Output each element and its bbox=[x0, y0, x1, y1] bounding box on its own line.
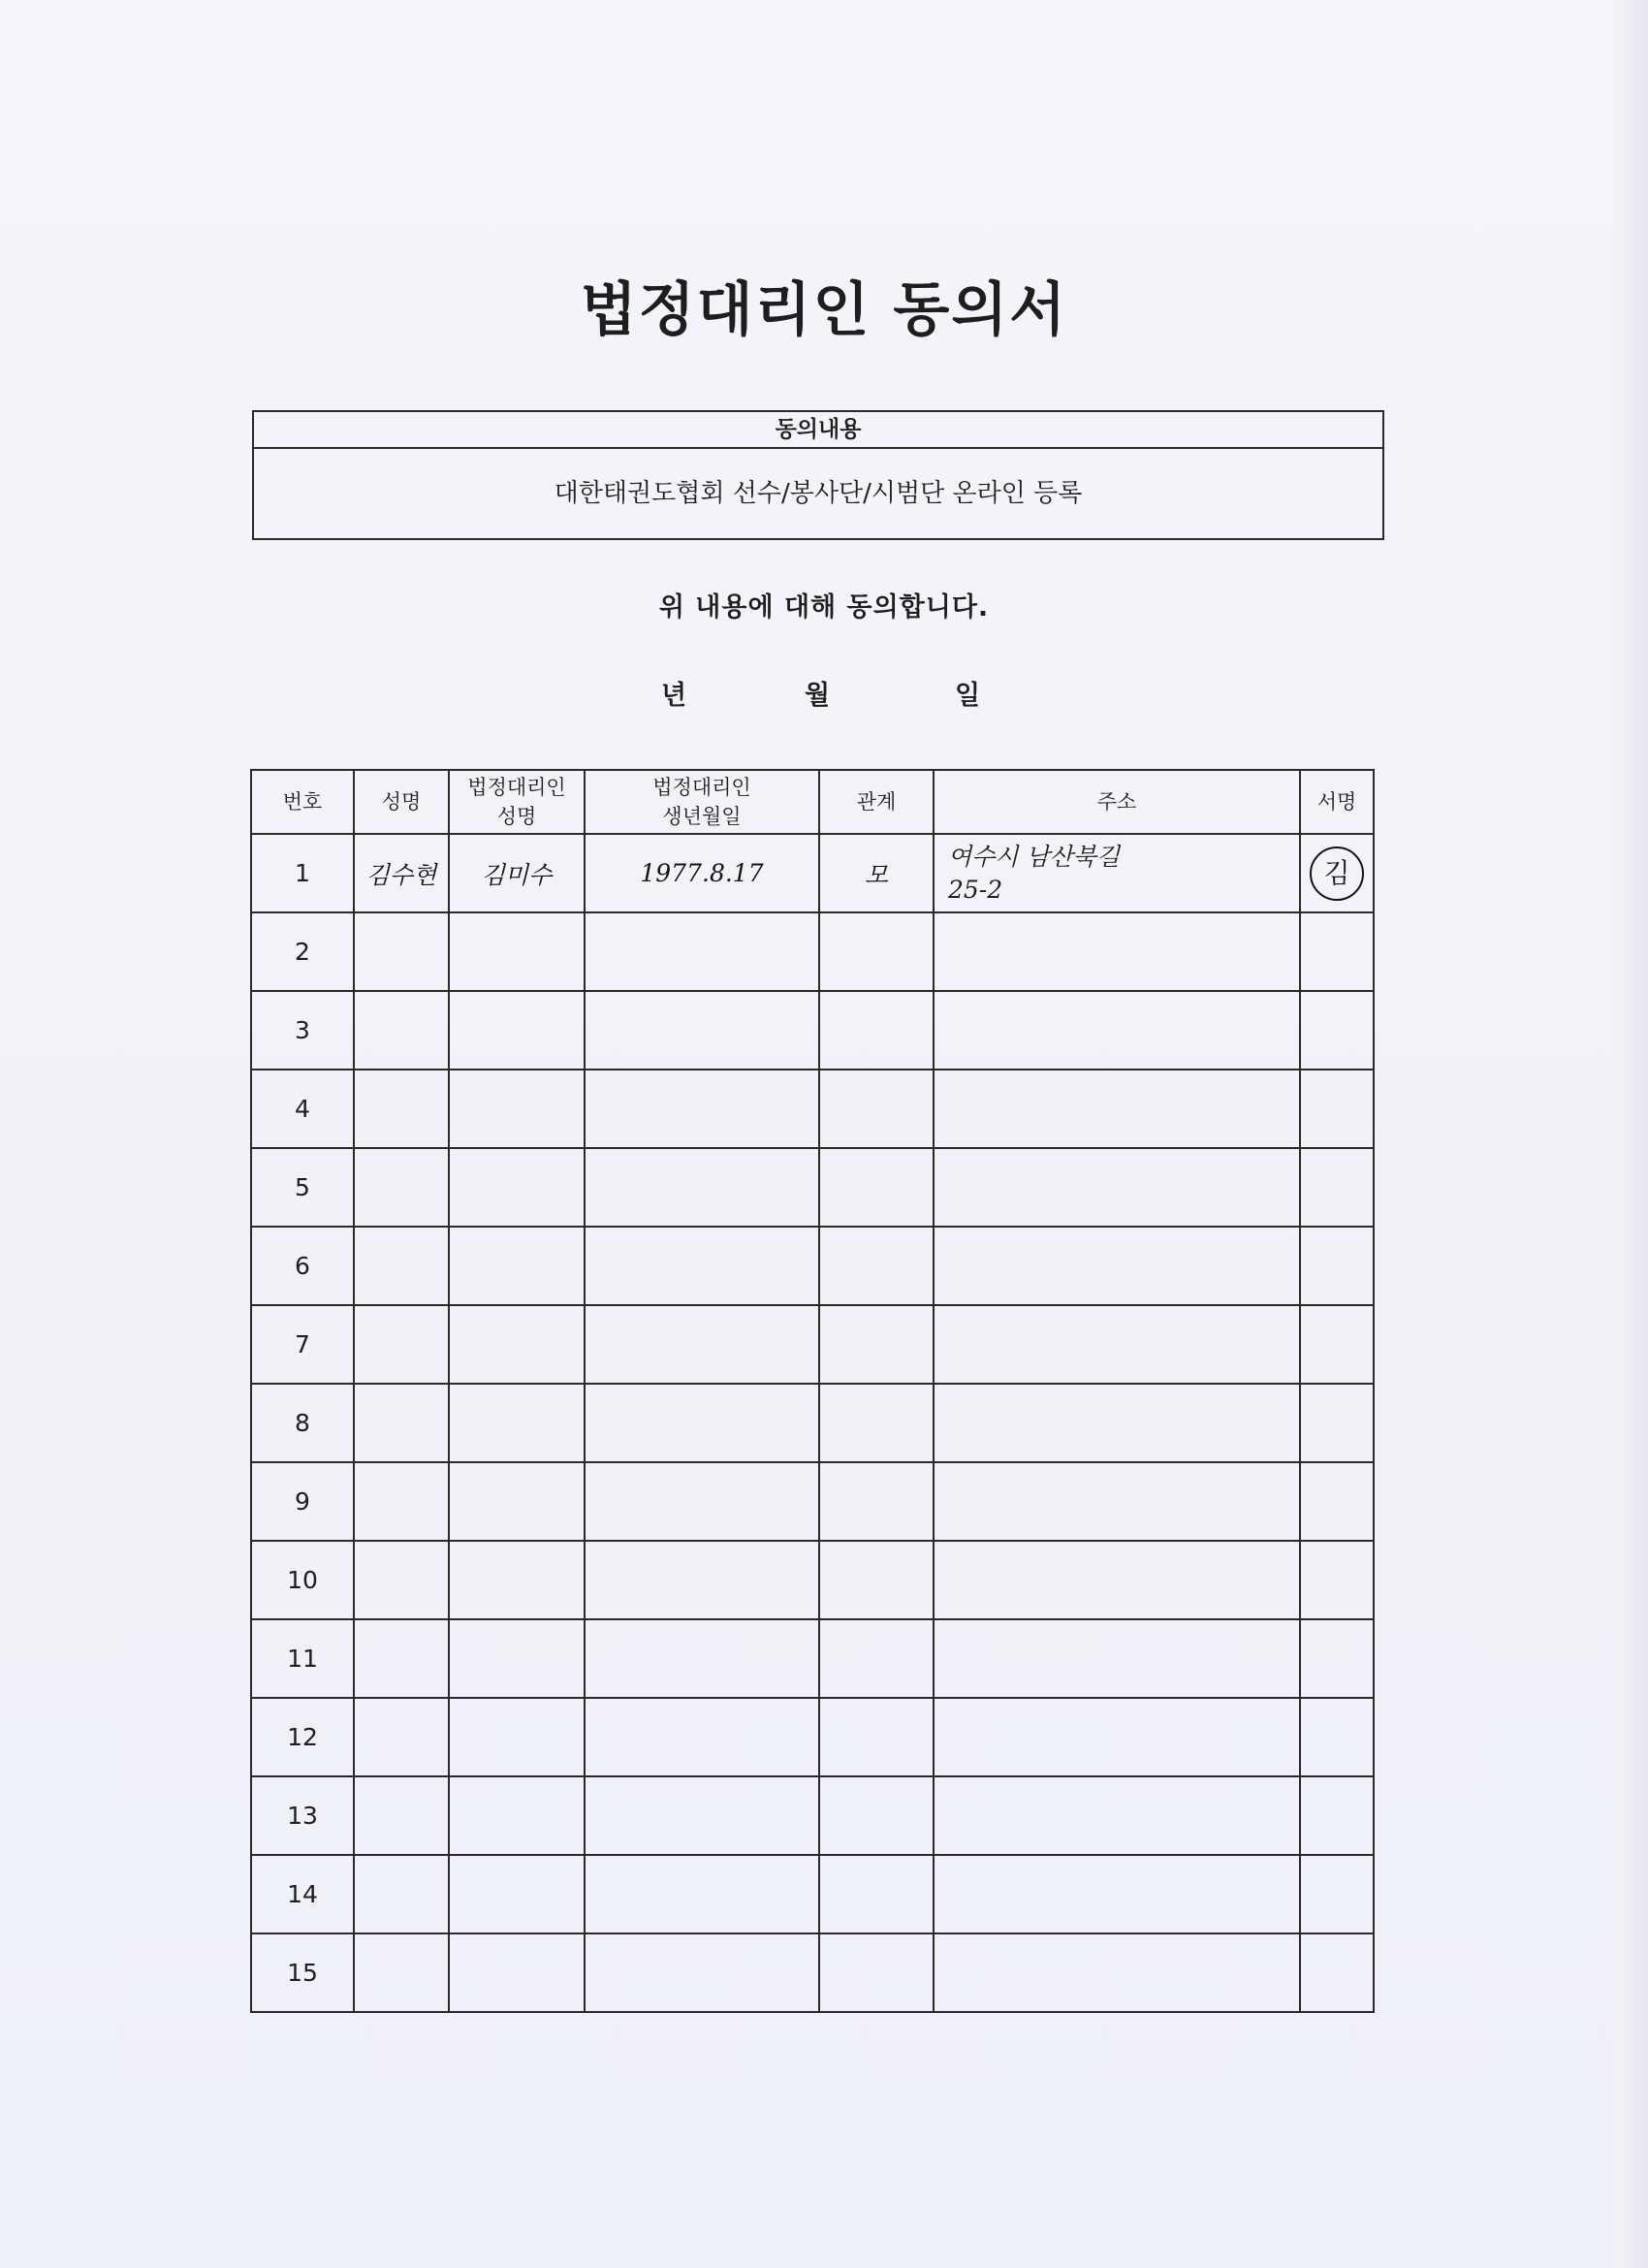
row-guardian-birthdate bbox=[585, 1148, 819, 1227]
row-relation bbox=[819, 1462, 934, 1541]
row-address bbox=[934, 1855, 1300, 1933]
header-guardian-birthdate: 법정대리인 생년월일 bbox=[585, 770, 819, 834]
row-relation bbox=[819, 1305, 934, 1384]
row-name bbox=[354, 1384, 449, 1462]
row-guardian-name bbox=[449, 991, 585, 1070]
row-relation bbox=[819, 1227, 934, 1305]
header-number: 번호 bbox=[251, 770, 354, 834]
row-address bbox=[934, 1148, 1300, 1227]
row-guardian-name bbox=[449, 1462, 585, 1541]
row-signature bbox=[1300, 1305, 1374, 1384]
row-address bbox=[934, 1070, 1300, 1148]
row-relation bbox=[819, 1698, 934, 1776]
row-address bbox=[934, 1933, 1300, 2012]
row-guardian-name bbox=[449, 912, 585, 991]
row-number: 12 bbox=[251, 1698, 354, 1776]
row-relation: 모 bbox=[819, 834, 934, 912]
row-signature bbox=[1300, 1776, 1374, 1855]
row-guardian-birthdate bbox=[585, 1541, 819, 1619]
row-number: 4 bbox=[251, 1070, 354, 1148]
row-name bbox=[354, 1305, 449, 1384]
row-signature bbox=[1300, 1384, 1374, 1462]
row-guardian-birthdate bbox=[585, 1933, 819, 2012]
row-relation bbox=[819, 1384, 934, 1462]
row-signature bbox=[1300, 834, 1374, 912]
consent-content: 대한태권도협회 선수/봉사단/시범단 온라인 등록 bbox=[554, 479, 1083, 508]
row-relation bbox=[819, 1541, 934, 1619]
table-row bbox=[251, 1462, 1374, 1541]
row-number: 13 bbox=[251, 1776, 354, 1855]
row-signature bbox=[1300, 1148, 1374, 1227]
row-address bbox=[934, 1541, 1300, 1619]
row-guardian-name bbox=[449, 1148, 585, 1227]
header-address: 주소 bbox=[934, 770, 1300, 834]
row-address: 여수시 남산북길 25-2 bbox=[934, 834, 1300, 912]
row-name: 김수현 bbox=[354, 834, 449, 912]
table-row bbox=[251, 1776, 1374, 1855]
row-relation bbox=[819, 1933, 934, 2012]
row-guardian-name bbox=[449, 1933, 585, 2012]
row-guardian-name bbox=[449, 1070, 585, 1148]
table-row bbox=[251, 1148, 1374, 1227]
row-relation bbox=[819, 991, 934, 1070]
row-number: 11 bbox=[251, 1619, 354, 1698]
row-signature bbox=[1300, 1933, 1374, 2012]
row-guardian-name bbox=[449, 1227, 585, 1305]
row-signature bbox=[1300, 912, 1374, 991]
signature-mark: 김 bbox=[1310, 847, 1364, 901]
header-relation: 관계 bbox=[819, 770, 934, 834]
document-title: 법정대리인 동의서 bbox=[580, 276, 1068, 344]
row-number: 1 bbox=[251, 834, 354, 912]
table-row bbox=[251, 1698, 1374, 1776]
row-guardian-name bbox=[449, 1384, 585, 1462]
row-guardian-birthdate: 1977.8.17 bbox=[585, 834, 819, 912]
row-guardian-birthdate bbox=[585, 991, 819, 1070]
guardian-table bbox=[250, 769, 1375, 2013]
row-relation bbox=[819, 1619, 934, 1698]
row-guardian-birthdate bbox=[585, 1462, 819, 1541]
row-number: 14 bbox=[251, 1855, 354, 1933]
header-signature: 서명 bbox=[1300, 770, 1374, 834]
row-address bbox=[934, 1698, 1300, 1776]
row-number: 9 bbox=[251, 1462, 354, 1541]
row-address bbox=[934, 1305, 1300, 1384]
row-address bbox=[934, 1776, 1300, 1855]
table-row bbox=[251, 834, 1374, 912]
row-signature bbox=[1300, 1855, 1374, 1933]
agreement-statement: 위 내용에 대해 동의합니다. bbox=[658, 592, 990, 623]
row-relation bbox=[819, 1855, 934, 1933]
row-relation bbox=[819, 912, 934, 991]
row-name bbox=[354, 1933, 449, 2012]
row-name bbox=[354, 1776, 449, 1855]
row-guardian-birthdate bbox=[585, 912, 819, 991]
date-day-label: 일 bbox=[955, 681, 981, 711]
row-signature bbox=[1300, 1698, 1374, 1776]
row-guardian-birthdate bbox=[585, 1698, 819, 1776]
row-name bbox=[354, 1541, 449, 1619]
table-row bbox=[251, 1070, 1374, 1148]
row-address bbox=[934, 1619, 1300, 1698]
header-guardian-name: 법정대리인 성명 bbox=[449, 770, 585, 834]
table-row bbox=[251, 912, 1374, 991]
table-row bbox=[251, 1541, 1374, 1619]
table-row bbox=[251, 1619, 1374, 1698]
consent-box bbox=[252, 410, 1384, 540]
row-number: 8 bbox=[251, 1384, 354, 1462]
row-number: 2 bbox=[251, 912, 354, 991]
row-guardian-birthdate bbox=[585, 1384, 819, 1462]
row-guardian-name bbox=[449, 1541, 585, 1619]
table-row bbox=[251, 1305, 1374, 1384]
table-row bbox=[251, 1855, 1374, 1933]
row-name bbox=[354, 991, 449, 1070]
row-guardian-name bbox=[449, 1305, 585, 1384]
row-relation bbox=[819, 1776, 934, 1855]
row-address bbox=[934, 1384, 1300, 1462]
row-guardian-birthdate bbox=[585, 1619, 819, 1698]
row-guardian-birthdate bbox=[585, 1070, 819, 1148]
row-relation bbox=[819, 1070, 934, 1148]
row-signature bbox=[1300, 991, 1374, 1070]
row-guardian-name bbox=[449, 1776, 585, 1855]
row-address bbox=[934, 1227, 1300, 1305]
row-name bbox=[354, 1855, 449, 1933]
row-guardian-birthdate bbox=[585, 1776, 819, 1855]
row-address bbox=[934, 1462, 1300, 1541]
row-guardian-name: 김미수 bbox=[449, 834, 585, 912]
row-relation bbox=[819, 1148, 934, 1227]
row-guardian-name bbox=[449, 1855, 585, 1933]
row-signature bbox=[1300, 1619, 1374, 1698]
row-number: 10 bbox=[251, 1541, 354, 1619]
row-signature bbox=[1300, 1541, 1374, 1619]
row-name bbox=[354, 1070, 449, 1148]
row-signature bbox=[1300, 1227, 1374, 1305]
row-name bbox=[354, 1227, 449, 1305]
row-guardian-birthdate bbox=[585, 1855, 819, 1933]
row-guardian-birthdate bbox=[585, 1227, 819, 1305]
row-address bbox=[934, 912, 1300, 991]
consent-header: 동의내용 bbox=[254, 412, 1382, 449]
row-name bbox=[354, 912, 449, 991]
header-name: 성명 bbox=[354, 770, 449, 834]
date-month-label: 월 bbox=[805, 681, 831, 711]
row-signature bbox=[1300, 1070, 1374, 1148]
row-number: 6 bbox=[251, 1227, 354, 1305]
table-row bbox=[251, 991, 1374, 1070]
row-number: 3 bbox=[251, 991, 354, 1070]
table-row bbox=[251, 1384, 1374, 1462]
row-signature bbox=[1300, 1462, 1374, 1541]
row-name bbox=[354, 1619, 449, 1698]
row-guardian-name bbox=[449, 1698, 585, 1776]
row-guardian-birthdate bbox=[585, 1305, 819, 1384]
row-name bbox=[354, 1148, 449, 1227]
date-year-label: 년 bbox=[661, 681, 687, 711]
row-number: 5 bbox=[251, 1148, 354, 1227]
row-number: 15 bbox=[251, 1933, 354, 2012]
row-name bbox=[354, 1462, 449, 1541]
row-address bbox=[934, 991, 1300, 1070]
table-header-row bbox=[251, 770, 1374, 834]
row-guardian-name bbox=[449, 1619, 585, 1698]
table-row bbox=[251, 1933, 1374, 2012]
row-name bbox=[354, 1698, 449, 1776]
table-row bbox=[251, 1227, 1374, 1305]
row-number: 7 bbox=[251, 1305, 354, 1384]
